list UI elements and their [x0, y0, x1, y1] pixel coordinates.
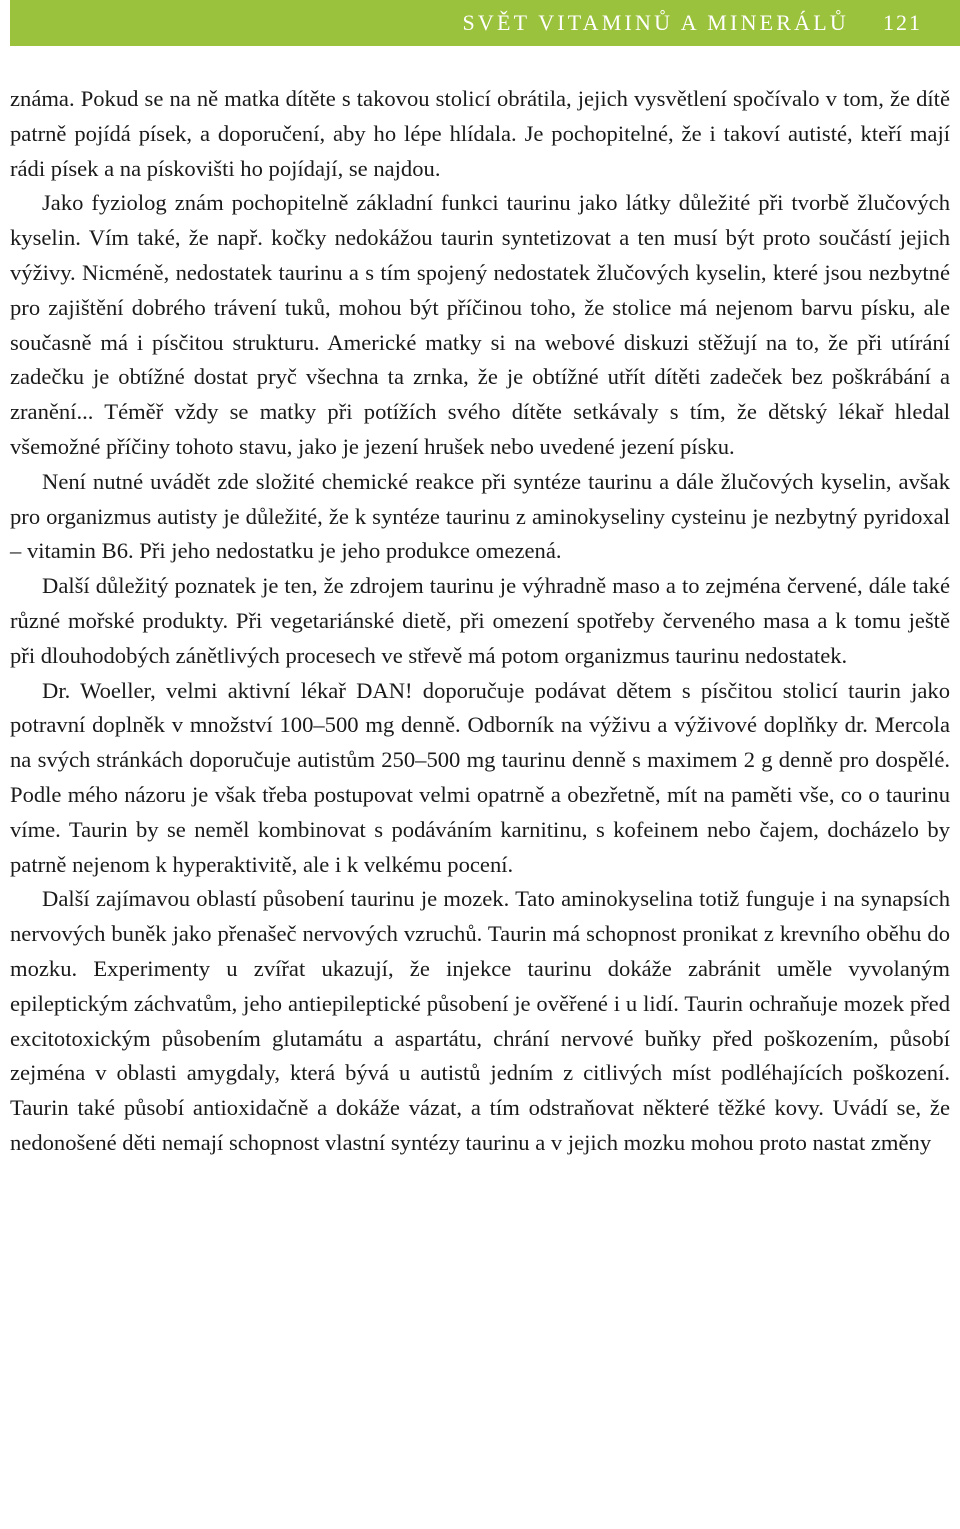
body-text	[10, 82, 950, 1161]
page-number: 121	[883, 10, 922, 35]
paragraph-6: Další zajímavou oblastí působení taurinu je mozek. Tato aminokyselina totiž funguje i na synapsích nervových buněk jako přenašeč nervových vzruchů. Taurin má schopnost pronikat z krevního oběhu do mozku. Experimenty u zvířat ukazují, že injekce taurinu dokáže zabránit uměle vyvolaným epileptickým záchvatům, jeho antiepileptické působení je ověřené i u lidí. Taurin ochraňuje mozek před excitotoxickým působením glutamátu a aspartátu, chrání nervové buňky před poškozením, působí zejména v oblasti amygdaly, která bývá u autistů jedním z citlivých míst podléhajících poškození. Taurin také působí antioxidačně a dokáže vázat, a tím odstraňovat některé těžké kovy. Uvádí se, že nedonošené děti nemají schopnost vlastní syntézy taurinu a v jejich mozku mohou proto nastat změny	[10, 886, 950, 1155]
running-title: SVĚT VITAMINŮ A MINERÁLŮ	[462, 10, 849, 35]
running-header	[10, 0, 960, 46]
paragraph-3: Není nutné uvádět zde složité chemické reakce při syntéze taurinu a dále žlučových kyselin, avšak pro organizmus autisty je důležité, že k syntéze taurinu z aminokyseliny cysteinu je nezbytný pyridoxal – vitamin B6. Při jeho nedostatku je jeho produkce omezená.	[10, 468, 950, 564]
paragraph-1: známa. Pokud se na ně matka dítěte s takovou stolicí obrátila, jejich vysvětlení spočívalo v tom, že dítě patrně pojídá písek, a doporučení, aby ho lépe hlídala. Je pochopitelné, že i takoví autisté, kteří mají rádi písek a na pískovišti ho pojídají, se najdou.	[10, 86, 950, 181]
paragraph-5: Dr. Woeller, velmi aktivní lékař DAN! doporučuje podávat dětem s písčitou stolicí taurin jako potravní doplněk v množství 100–500 mg denně. Odborník na výživu a výživové doplňky dr. Mercola na svých stránkách doporučuje autistům 250–500 mg taurinu denně s maximem 2 g denně pro dospělé. Podle mého názoru je však třeba postupovat velmi opatrně a obezřetně, mít na paměti vše, co o taurinu víme. Taurin by se neměl kombinovat s podáváním karnitinu, s kofeinem nebo čajem, docházelo by patrně nejenom k hyperaktivitě, ale i k velkému pocení.	[10, 677, 950, 877]
paragraph-4: Další důležitý poznatek je ten, že zdrojem taurinu je výhradně maso a to zejména červené, dále také různé mořské produkty. Při vegetariánské dietě, při omezení spotřeby červeného masa a k tomu ještě při dlouhodobých zánětlivých procesech ve střevě má potom organizmus taurinu nedostatek.	[10, 573, 950, 668]
paragraph-2: Jako fyziolog znám pochopitelně základní funkci taurinu jako látky důležité při tvorbě žlučových kyselin. Vím také, že např. kočky nedokážou taurin syntetizovat a ten musí být proto součástí jejich výživy. Nicméně, nedostatek taurinu a s tím spojený nedostatek žlučových kyselin, které jsou nezbytné pro zajištění dobrého trávení tuků, mohou být příčinou toho, že stolice má nejenom barvu písku, ale současně má i písčitou strukturu. Americké matky si na webové diskuzi stěžují na to, že při utírání zadečku je obtížné dostat pryč všechna ta zrnka, že je obtížné utřít dítěti zadeček bez poškrábání a zranění... Téměř vždy se matky při potížích svého dítěte setkávaly s tím, že dětský lékař hledal všemožné příčiny tohoto stavu, jako je jezení hrušek nebo uvedené jezení písku.	[10, 190, 950, 459]
